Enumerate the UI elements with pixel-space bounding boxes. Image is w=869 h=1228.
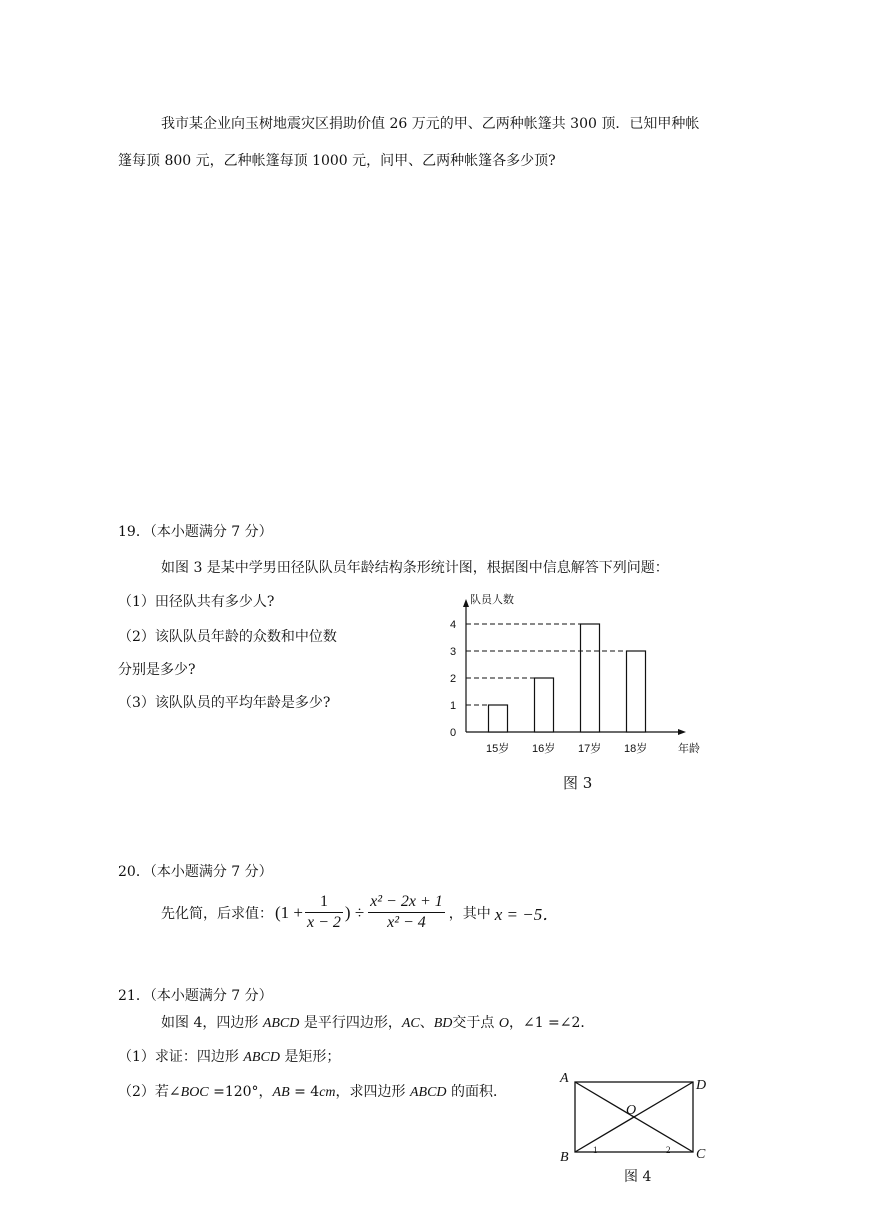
- y-axis-arrow: [463, 599, 469, 607]
- figure-3-caption: 图 3: [563, 774, 593, 792]
- problem-21-number: 21．（本小题满分 7 分）: [118, 988, 273, 1004]
- intro-text-a: 如图 4，四边形: [161, 1015, 259, 1031]
- problem-21-question-2: [118, 1081, 507, 1101]
- q1-text-b: 是矩形；: [284, 1049, 341, 1065]
- x-tick-label: 18岁: [624, 743, 648, 755]
- x-tick-label: 15岁: [486, 743, 510, 755]
- q1-text-a: （1）求证：四边形: [118, 1049, 239, 1065]
- y-tick-label: 1: [450, 700, 457, 712]
- q2-text-d: ，求四边形: [335, 1084, 406, 1100]
- bar: [581, 624, 600, 732]
- angle-2-label: 2: [666, 1145, 671, 1155]
- figure-4-caption: 图 4: [624, 1169, 652, 1185]
- problem-20-tail: ，其中: [448, 905, 491, 922]
- angle-1-label: 1: [593, 1145, 598, 1155]
- x-axis-arrow: [678, 729, 686, 735]
- y-tick-label: 3: [450, 646, 457, 658]
- label-c: C: [696, 1147, 706, 1162]
- problem-20-condition: x = −5．: [494, 905, 560, 924]
- y-tick-label: 2: [450, 673, 457, 685]
- expr-divide: ) ÷: [344, 902, 365, 922]
- intro-ac: AC: [401, 1016, 420, 1031]
- intro-text-d: ，∠1 =∠2．: [508, 1015, 595, 1031]
- q1-abcd: ABCD: [243, 1050, 280, 1065]
- bar: [489, 705, 508, 732]
- problem-20-expression: [161, 893, 559, 932]
- fraction-2: [368, 893, 445, 932]
- q2-text-a: （2）若∠: [118, 1084, 181, 1100]
- q2-boc: BOC: [180, 1085, 209, 1100]
- x-axis-label: 年龄: [678, 743, 700, 755]
- problem-18-line-2: 篷每顶 800 元，乙种帐篷每顶 1000 元，问甲、乙两种帐篷各多少顶?: [118, 153, 556, 169]
- fraction-1: [305, 893, 343, 932]
- rectangle-figure: [555, 1068, 715, 1168]
- intro-abcd: ABCD: [262, 1016, 300, 1031]
- expr-open: (1 +: [275, 902, 303, 922]
- fraction-2-numerator: x² − 2x + 1: [368, 893, 445, 913]
- intro-o: O: [498, 1016, 509, 1031]
- label-b: B: [560, 1150, 569, 1165]
- q2-text-b: =120°，: [208, 1084, 273, 1100]
- problem-19-question-3: （3）该队队员的平均年龄是多少?: [118, 695, 331, 711]
- intro-bd: BD: [433, 1016, 453, 1031]
- bar: [535, 678, 554, 732]
- age-bar-chart: [440, 585, 710, 765]
- bar: [627, 651, 646, 732]
- fraction-2-denominator: x² − 4: [387, 914, 426, 931]
- x-tick-label: 16岁: [532, 743, 556, 755]
- problem-19-number: 19．（本小题满分 7 分）: [118, 524, 273, 540]
- label-a: A: [560, 1071, 569, 1086]
- problem-20-number: 20．（本小题满分 7 分）: [118, 864, 273, 880]
- problem-19-intro: 如图 3 是某中学男田径队队员年龄结构条形统计图，根据图中信息解答下列问题：: [161, 560, 669, 576]
- intro-text-c: 交于点: [452, 1015, 495, 1031]
- fraction-1-numerator: 1: [305, 893, 343, 913]
- label-o: O: [626, 1103, 637, 1118]
- q2-cm: cm: [319, 1085, 336, 1100]
- label-d: D: [696, 1078, 707, 1093]
- problem-21-question-1: [118, 1046, 340, 1066]
- problem-21-intro: [161, 1012, 594, 1032]
- problem-20-lead: 先化简，后求值：: [161, 905, 273, 922]
- problem-19-question-1: （1）田径队共有多少人?: [118, 594, 275, 610]
- x-tick-label: 17岁: [578, 743, 602, 755]
- problem-18-line-1: 我市某企业向玉树地震灾区捐助价值 26 万元的甲、乙两种帐篷共 300 顶．已知甲种帐: [161, 116, 700, 132]
- y-tick-label: 0: [450, 727, 457, 739]
- fraction-1-denominator: x − 2: [307, 914, 341, 931]
- q2-ab: AB: [272, 1085, 290, 1100]
- problem-19-question-2b: 分别是多少?: [118, 662, 196, 678]
- y-tick-label: 4: [450, 619, 457, 631]
- q2-text-c: = 4: [289, 1084, 320, 1100]
- q2-abcd: ABCD: [409, 1085, 447, 1100]
- y-axis-label: 队员人数: [470, 594, 514, 606]
- intro-sep: 、: [419, 1015, 434, 1031]
- q2-text-e: 的面积．: [451, 1084, 507, 1100]
- problem-19-question-2a: （2）该队队员年龄的众数和中位数: [118, 629, 337, 645]
- intro-text-b: 是平行四边形，: [303, 1015, 402, 1031]
